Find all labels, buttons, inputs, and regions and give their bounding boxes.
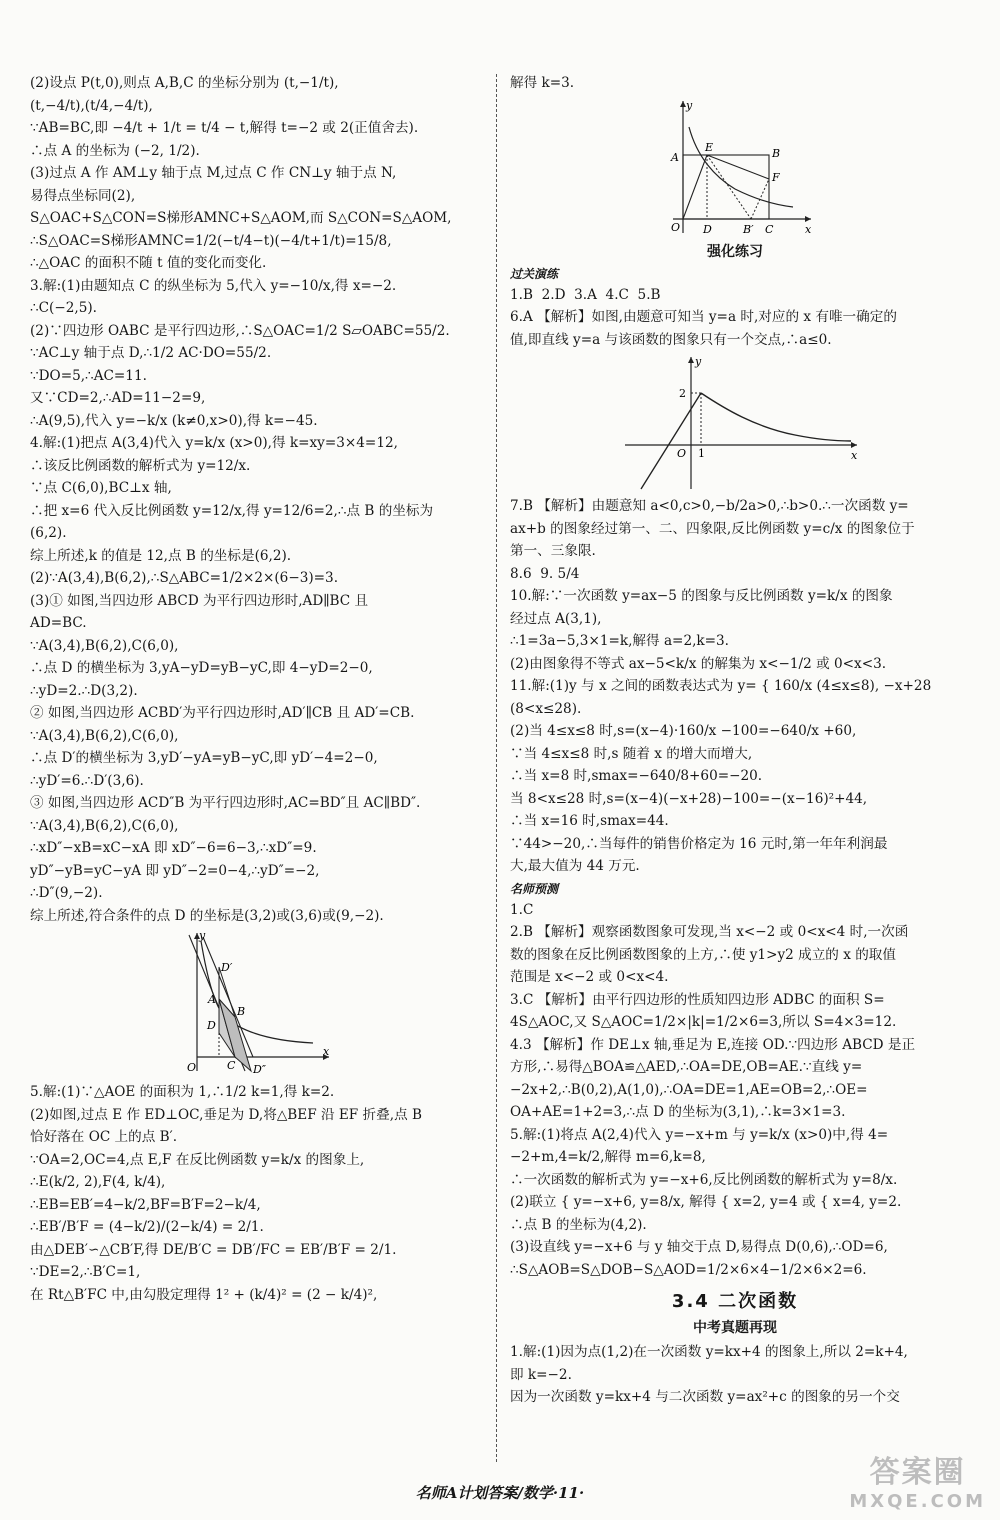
text-line: 2.B 【解析】观察函数图象可发现,当 x<−2 或 0<x<4 时,一次函 xyxy=(510,924,909,940)
text-line: 1.C xyxy=(510,901,534,918)
text-line: 11.解:(1)y 与 x 之间的函数表达式为 y= { 160/x (4≤x≤8), −x+28 (8<x≤28). xyxy=(510,678,936,717)
text-line: ∴点 D′的横坐标为 3,yD′−yA=yB−yC,即 yD′−4=2−0, xyxy=(30,750,378,766)
right-text-block xyxy=(510,72,960,95)
text-line: ∴S△OAC=S梯形AMNC=1/2(−t/4−t)(−4/t+1/t)=15/8, xyxy=(30,232,392,249)
text-line: 即 k=−2. xyxy=(510,1366,572,1383)
text-line: (2)∵四边形 OABC 是平行四边形,∴S△OAC=1/2 S▱OABC=55/2. xyxy=(30,322,450,339)
text-line: ∵A(3,4),B(6,2),C(6,0), xyxy=(30,727,179,744)
fig1-D1: D′ xyxy=(221,961,233,974)
text-line: 3.C 【解析】由平行四边形的性质知四边形 ADBC 的面积 S= xyxy=(510,991,885,1008)
text-line: ∴该反比例函数的解析式为 y=12/x. xyxy=(30,457,251,474)
text-line: 易得点坐标同(2), xyxy=(30,187,136,204)
fold-figure xyxy=(655,97,815,237)
fig1-B: B xyxy=(237,1005,246,1018)
fig1-O: O xyxy=(187,1061,197,1074)
text-line: 因为一次函数 y=kx+4 与二次函数 y=ax²+c 的图象的另一个交 xyxy=(510,1389,900,1405)
text-line: 1.B 2.D 3.A 4.C 5.B xyxy=(510,286,661,303)
text-line: (3)① 如图,当四边形 ABCD 为平行四边形时,AD∥BC 且 xyxy=(30,592,369,609)
text-line: 值,即直线 y=a 与该函数的图象只有一个交点,∴a≤0. xyxy=(510,331,832,348)
text-line: (3)过点 A 作 AM⊥y 轴于点 M,过点 C 作 CN⊥y 轴于点 N, xyxy=(30,165,397,181)
fig2-E: E xyxy=(705,140,714,154)
text-line: 在 Rt△B′FC 中,由勾股定理得 1² + (k/4)² = (2 − k/4)², xyxy=(30,1286,378,1303)
left-text-block-2 xyxy=(30,1081,486,1306)
text-line: ∵DO=5,∴AC=11. xyxy=(30,367,147,384)
text-line: 范围是 x<−2 或 0<x<4. xyxy=(510,969,669,985)
text-line: 经过点 A(3,1), xyxy=(510,610,602,627)
fig1-D2: D″ xyxy=(253,1063,266,1076)
text-line: ∵OA=2,OC=4,点 E,F 在反比例函数 y=k/x 的图象上, xyxy=(30,1151,365,1168)
text-line: 3.解:(1)由题知点 C 的纵坐标为 5,代入 y=−10/x,得 x=−2. xyxy=(30,277,397,294)
fig1-x: x xyxy=(323,1045,330,1058)
text-line: ∴yD=2.∴D(3,2). xyxy=(30,682,138,699)
right-text-block-3 xyxy=(510,495,960,878)
text-line: (2)联立 { y=−x+6, y=8/x, 解得 { x=2, y=4 或 { x=4, y=2. xyxy=(510,1194,902,1210)
fig1-D: D xyxy=(207,1019,216,1032)
text-line: ∴△OAC 的面积不随 t 值的变化而变化. xyxy=(30,255,267,271)
text-line: (2)如图,过点 E 作 ED⊥OC,垂足为 D,将△BEF 沿 EF 折叠,点 B xyxy=(30,1106,422,1123)
text-line: (2)当 4≤x≤8 时,s=(x−4)·160/x −100=−640/x +60, xyxy=(510,723,857,739)
text-line: 方形,∴易得△BOA≌△AED,∴OA=DE,OB=AE.∵直线 y= xyxy=(510,1059,863,1075)
fig3-y: y xyxy=(695,355,702,368)
text-line: ∴点 A 的坐标为 (−2, 1/2). xyxy=(30,142,200,159)
text-line: 5.解:(1)∵△AOE 的面积为 1,∴1/2 k=1,得 k=2. xyxy=(30,1084,335,1100)
text-line: ax+b 的图象经过第一、二、四象限,反比例函数 y=c/x 的图象位于 xyxy=(510,520,915,537)
text-line: 4S△AOC,又 S△AOC=1/2×|k|=1/2×6=3,所以 S=4×3=12. xyxy=(510,1014,897,1030)
parallelogram-figure xyxy=(183,929,333,1079)
practice-title: 强化练习 xyxy=(707,243,763,260)
text-line: 7.B 【解析】由题意知 a<0,c>0,−b/2a>0,∴b>0.∴一次函数 y= xyxy=(510,498,909,514)
text-line: 由△DEB′∽△CB′F,得 DE/B′C = DB′/FC = EB′/B′F = 2/1. xyxy=(30,1241,397,1258)
text-line: ∴点 B 的坐标为(4,2). xyxy=(510,1216,647,1233)
text-line: ∴点 D 的横坐标为 3,yA−yD=yB−yC,即 4−yD=2−0, xyxy=(30,660,373,676)
text-line: ∵当 4≤x≤8 时,s 随着 x 的增大而增大, xyxy=(510,745,753,762)
text-line: ∵AB=BC,即 −4/t + 1/t = t/4 − t,解得 t=−2 或 2(正值舍去). xyxy=(30,120,419,136)
fig1-A: A xyxy=(208,993,216,1006)
left-column xyxy=(30,72,486,1306)
right-text-block-2 xyxy=(510,284,960,352)
text-line: 第一、三象限. xyxy=(510,543,596,559)
fig2-y: y xyxy=(686,98,693,112)
text-line: ∴一次函数的解析式为 y=−x+6,反比例函数的解析式为 y=8/x. xyxy=(510,1171,898,1188)
text-line: ∴xD″−xB=xC−xA 即 xD″−6=6−3,∴xD″=9. xyxy=(30,840,317,856)
text-line: 6.A 【解析】如图,由题意可知当 y=a 时,对应的 x 有唯一确定的 xyxy=(510,309,897,325)
watermark-logo xyxy=(849,1447,986,1512)
text-line: (2)由图象得不等式 ax−5<k/x 的解集为 x<−1/2 或 0<x<3. xyxy=(510,655,887,672)
text-line: ∵A(3,4),B(6,2),C(6,0), xyxy=(30,817,179,834)
text-line: −2+m,4=k/2,解得 m=6,k=8, xyxy=(510,1149,706,1165)
text-line: ∵点 C(6,0),BC⊥x 轴, xyxy=(30,480,172,496)
text-line: 综上所述,k 的值是 12,点 B 的坐标是(6,2). xyxy=(30,547,292,564)
fig3-one: 1 xyxy=(698,447,705,460)
tag-guoguan: 过关演练 xyxy=(510,266,559,281)
text-line: S△OAC+S△CON=S梯形AMNC+S△AOM,而 S△CON=S△AOM, xyxy=(30,210,452,226)
right-text-block-5 xyxy=(510,1341,960,1409)
text-line: 大,最大值为 44 万元. xyxy=(510,858,640,874)
function-graph-figure xyxy=(605,353,865,493)
text-line: 4.解:(1)把点 A(3,4)代入 y=k/x (x>0),得 k=xy=3×4=12, xyxy=(30,435,398,451)
text-line: 综上所述,符合条件的点 D 的坐标是(3,2)或(3,6)或(9,−2). xyxy=(30,907,384,924)
text-line: ∴yD′=6.∴D′(3,6). xyxy=(30,772,144,789)
text-line: 当 8<x≤28 时,s=(x−4)(−x+28)−100=−(x−16)²+44, xyxy=(510,790,868,807)
fig2-B1: B′ xyxy=(743,222,754,236)
fig2-B: B xyxy=(772,146,781,160)
right-text-block-4 xyxy=(510,899,960,1282)
text-line: 又∵CD=2,∴AD=11−2=9, xyxy=(30,390,206,406)
text-line: (2)∵A(3,4),B(6,2),∴S△ABC=1/2×2×(6−3)=3. xyxy=(30,570,339,586)
fig3-x: x xyxy=(851,449,858,462)
fig2-A: A xyxy=(671,150,679,164)
text-line: ∴S△AOB=S△DOB−S△AOD=1/2×6×4−1/2×6×2=6. xyxy=(510,1261,867,1278)
page-footer: 名师A计划答案/数学·11· xyxy=(415,1484,585,1502)
section-subtitle: 中考真题再现 xyxy=(693,1320,777,1336)
text-line: (2)设点 P(t,0),则点 A,B,C 的坐标分别为 (t,−1/t), xyxy=(30,75,339,91)
text-line: AD=BC. xyxy=(30,615,87,631)
left-text-block xyxy=(30,72,486,927)
text-line: 10.解:∵一次函数 y=ax−5 的图象与反比例函数 y=k/x 的图象 xyxy=(510,588,893,604)
fig1-y: y xyxy=(199,929,206,942)
text-line: (6,2). xyxy=(30,525,67,541)
text-line: ∵DE=2,∴B′C=1, xyxy=(30,1264,141,1280)
watermark-main: 答案圈 xyxy=(869,1455,966,1490)
text-line: 解得 k=3. xyxy=(510,75,575,91)
text-line: ∴当 x=8 时,smax=−640/8+60=−20. xyxy=(510,768,763,784)
text-line: ∵44>−20,∴当每件的销售价格定为 16 元时,第一年年利润最 xyxy=(510,835,888,852)
text-line: ∵AC⊥y 轴于点 D,∴1/2 AC·DO=55/2. xyxy=(30,345,272,361)
text-line: ∴1=3a−5,3×1=k,解得 a=2,k=3. xyxy=(510,633,730,649)
text-line: −2x+2,∴B(0,2),A(1,0),∴OA=DE=1,AE=OB=2,∴OE= xyxy=(510,1081,868,1098)
text-line: (3)设直线 y=−x+6 与 y 轴交于点 D,易得点 D(0,6),∴OD=6, xyxy=(510,1239,888,1255)
fig2-D: D xyxy=(703,222,712,236)
text-line: ∴当 x=16 时,smax=44. xyxy=(510,813,669,829)
tag-mingshi: 名师预测 xyxy=(510,881,559,896)
fig1-C: C xyxy=(227,1059,236,1072)
text-line: 5.解:(1)将点 A(2,4)代入 y=−x+m 与 y=k/x (x>0)中,得 4= xyxy=(510,1126,889,1143)
fig2-C: C xyxy=(765,222,774,236)
text-line: ∵A(3,4),B(6,2),C(6,0), xyxy=(30,637,179,654)
text-line: 4.3 【解析】作 DE⊥x 轴,垂足为 E,连接 OD.∵四边形 ABCD 是正 xyxy=(510,1036,916,1053)
text-line: ∴E(k/2, 2),F(4, k/4), xyxy=(30,1174,166,1190)
fig3-two: 2 xyxy=(679,387,686,400)
fig2-O: O xyxy=(671,220,681,234)
column-divider xyxy=(496,74,497,1462)
fig2-F: F xyxy=(772,170,780,184)
text-line: ∴C(−2,5). xyxy=(30,300,97,316)
text-line: ∴EB=EB′=4−k/2,BF=B′F=2−k/4, xyxy=(30,1196,261,1213)
text-line: ∴D″(9,−2). xyxy=(30,885,103,901)
text-line: 恰好落在 OC 上的点 B′. xyxy=(30,1129,178,1145)
fig2-x: x xyxy=(805,222,812,236)
watermark-sub: MXQE.COM xyxy=(849,1491,986,1512)
text-line: 1.解:(1)因为点(1,2)在一次函数 y=kx+4 的图象上,所以 2=k+4, xyxy=(510,1344,908,1360)
text-line: ③ 如图,当四边形 ACD″B 为平行四边形时,AC=BD″且 AC∥BD″. xyxy=(30,795,421,811)
text-line: ∴A(9,5),代入 y=−k/x (k≠0,x>0),得 k=−45. xyxy=(30,412,318,429)
text-line: 8.6 9. 5/4 xyxy=(510,565,580,582)
fig3-O: O xyxy=(677,447,687,460)
text-line: ∴EB′/B′F = (4−k/2)/(2−k/4) = 2/1. xyxy=(30,1219,264,1235)
text-line: 数的图象在反比例函数图象的上方,∴使 y1>y2 成立的 x 的取值 xyxy=(510,946,896,963)
section-title: 3.4 二次函数 xyxy=(671,1291,799,1312)
text-line: ② 如图,当四边形 ACBD′为平行四边形时,AD′∥CB 且 AD′=CB. xyxy=(30,705,415,721)
text-line: (t,−4/t),(t/4,−4/t), xyxy=(30,97,153,114)
text-line: yD″−yB=yC−yA 即 yD″−2=0−4,∴yD″=−2, xyxy=(30,862,320,879)
text-line: OA+AE=1+2=3,∴点 D 的坐标为(3,1),∴k=3×1=3. xyxy=(510,1104,846,1120)
right-column xyxy=(510,72,960,1409)
text-line: ∴把 x=6 代入反比例函数 y=12/x,得 y=12/6=2,∴点 B 的坐标为 xyxy=(30,502,434,519)
